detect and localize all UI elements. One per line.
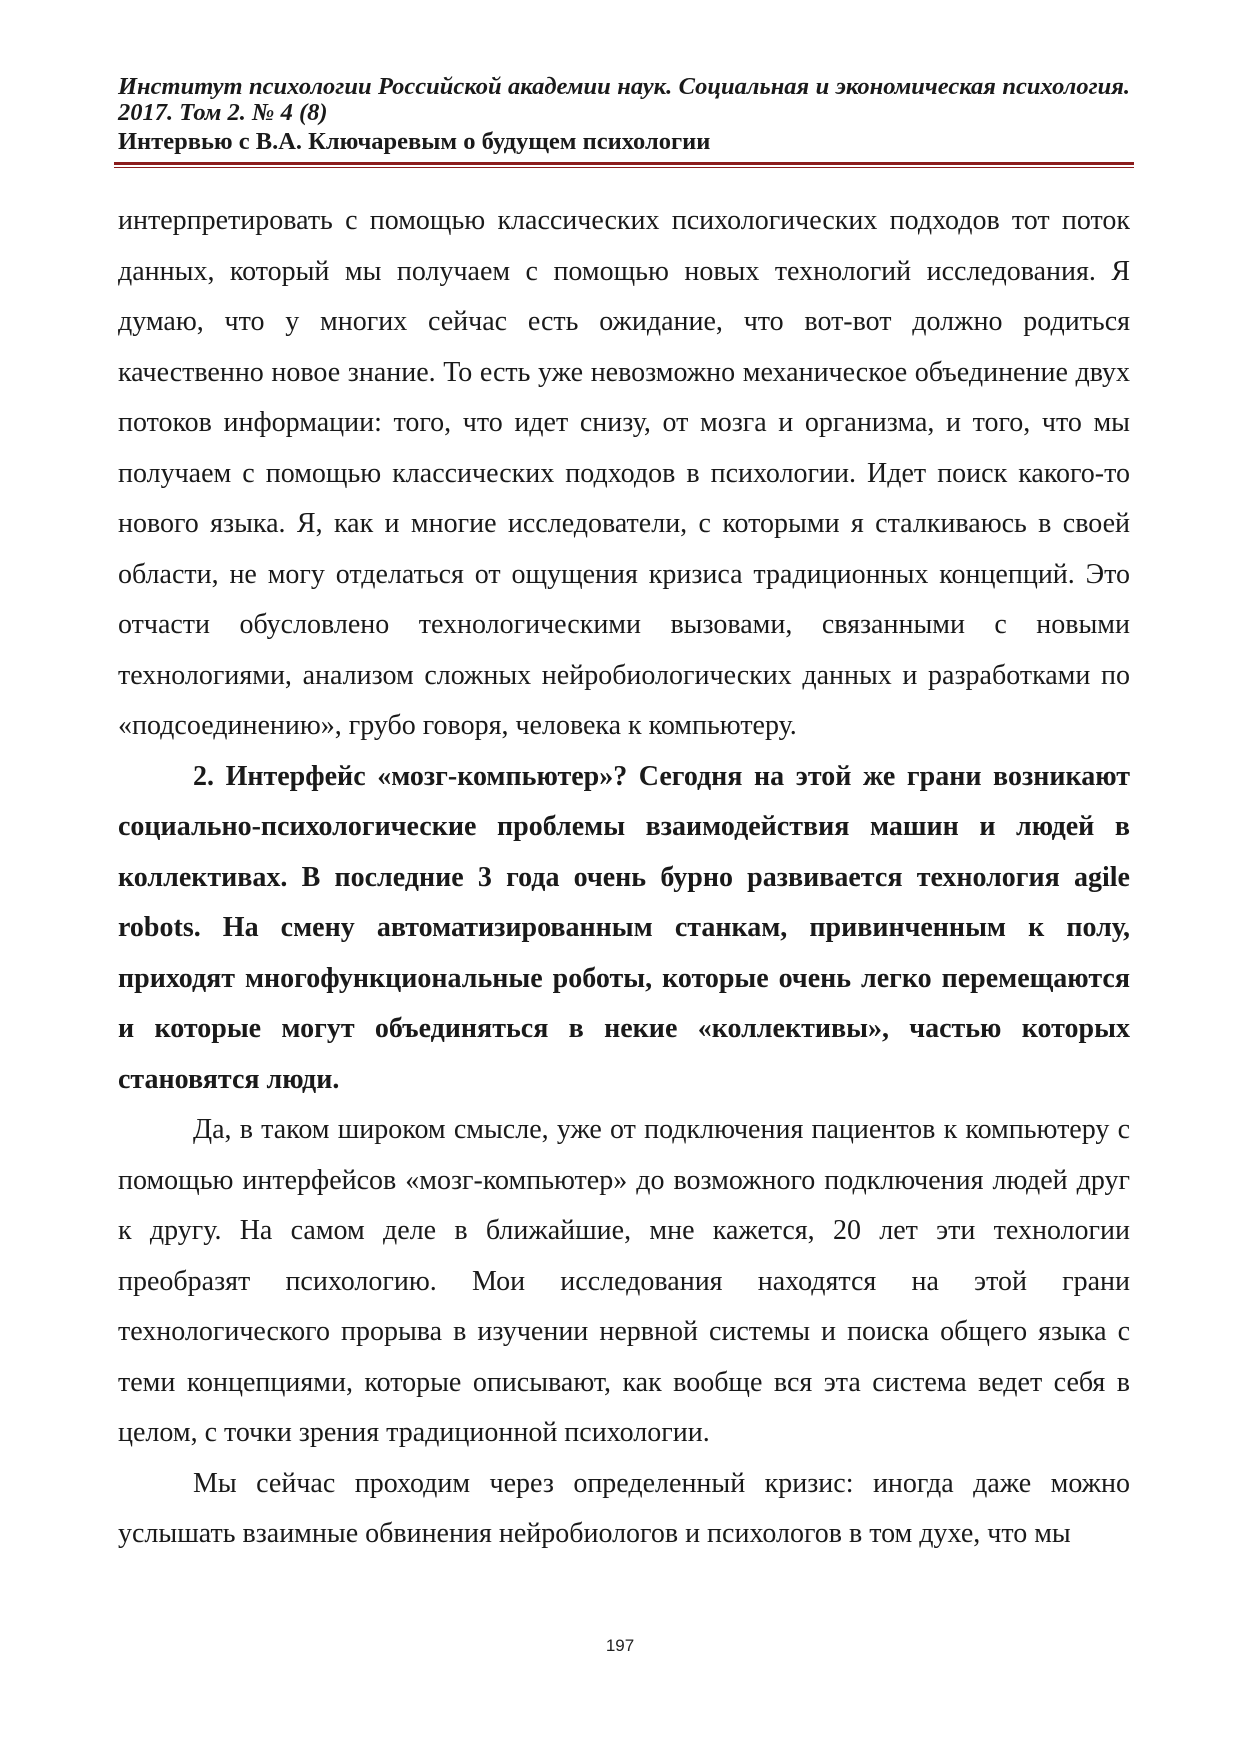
article-body — [118, 196, 1130, 1560]
body-paragraph: Мы сейчас проходим через определенный кризис: иногда даже можно услышать взаимные обвинения нейробиологов и психологов в том духе, что мы — [118, 1467, 1130, 1549]
body-paragraph: интерпретировать с помощью классических психологических подходов тот поток данных, который мы получаем с помощью новых технологий исследования. Я думаю, что у многих сейчас есть ожидание, что вот-вот должно родиться качественно новое знание. То есть уже невозможно механическое объединение двух потоков информации: того, что идет снизу, от мозга и организма, и того, что мы получаем с помощью классических подходов в психологии. Идет поиск какого-то нового языка. Я, как и многие исследователи, с которыми я сталкиваюсь в своей области, не могу отделаться от ощущения кризиса традиционных концепций. Это отчасти обусловлено технологическими вызовами, связанными с новыми технологиями, анализом сложных нейробиологических данных и разработками по «подсоединению», грубо говоря, человека к компьютеру. — [118, 205, 1130, 741]
running-header — [118, 74, 1130, 156]
page-number: 197 — [605, 1636, 635, 1655]
interview-question: 2. Интерфейс «мозг-компьютер»? Сегодня на этой же грани возникают социально-психологические проблемы взаимодействия машин и людей в коллективах. В последние 3 года очень бурно развивается технология agile robots. На смену автоматизированным станкам, привинченным к полу, приходят многофункциональные роботы, которые очень легко перемещаются и которые могут объединяться в некие «коллективы», частью которых становятся люди. — [118, 760, 1130, 1095]
journal-citation: Институт психологии Российской академии наук. Социальная и экономическая психология. 2017. Том 2. № 4 (8) — [118, 73, 1130, 126]
header-divider — [114, 162, 1134, 168]
body-paragraph: Да, в таком широком смысле, уже от подключения пациентов к компьютеру с помощью интерфейсов «мозг-компьютер» до возможного подключения людей друг к другу. На самом деле в ближайшие, мне кажется, 20 лет эти технологии преобразят психологию. Мои исследования находятся на этой грани технологического прорыва в изучении нервной системы и поиска общего языка с теми концепциями, которые описывают, как вообще вся эта система ведет себя в целом, с точки зрения традиционной психологии. — [118, 1114, 1130, 1448]
article-title: Интервью с В.А. Ключаревым о будущем психологии — [118, 128, 711, 155]
